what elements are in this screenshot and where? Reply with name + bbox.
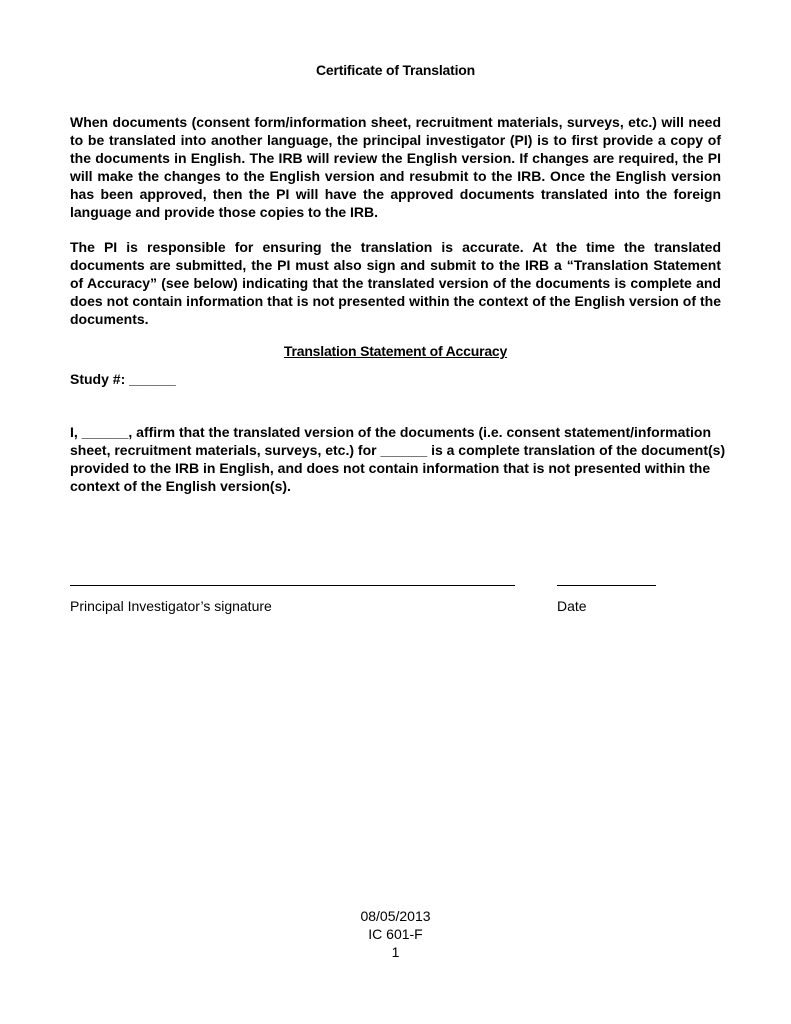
intro-paragraph: When documents (consent form/information sheet, recruitment materials, surveys, etc.) will need to be translated into another language, the principal investigator (PI) is to first provide a copy of the documents in English. The IRB will review the English version. If changes are required, the PI will make the changes to the English version and resubmit to the IRB. Once the English version has been approved, then the PI will have the approved documents translated into the foreign language and provide those copies to the IRB. <box>70 114 721 220</box>
footer-form-code: IC 601-F <box>368 926 423 942</box>
footer-page-number: 1 <box>391 944 400 960</box>
page-footer <box>0 907 791 961</box>
footer-date: 08/05/2013 <box>360 908 431 924</box>
study-number-field: Study #: ______ <box>70 371 176 387</box>
signature-line <box>70 585 515 586</box>
date-line <box>557 585 656 586</box>
signature-label: Principal Investigator’s signature <box>70 598 272 614</box>
responsibility-paragraph: The PI is responsible for ensuring the translation is accurate. At the time the translated documents are submitted, the PI must also sign and submit to the IRB a “Translation Statement of Accuracy” (see below) indicating that the translated version of the documents is complete and does not contain information that is not presented within the context of the English version of the documents. <box>70 239 721 327</box>
document-title: Certificate of Translation <box>316 62 475 78</box>
date-label: Date <box>557 598 587 614</box>
affirmation-paragraph: I, ______, affirm that the translated version of the documents (i.e. consent statement/information sheet, recruitment materials, surveys, etc.) for ______ is a complete translation of the document(s) provided to the IRB in English, and does not contain information that is not presented within the context of the English version(s). <box>70 424 726 494</box>
statement-title: Translation Statement of Accuracy <box>283 343 508 359</box>
